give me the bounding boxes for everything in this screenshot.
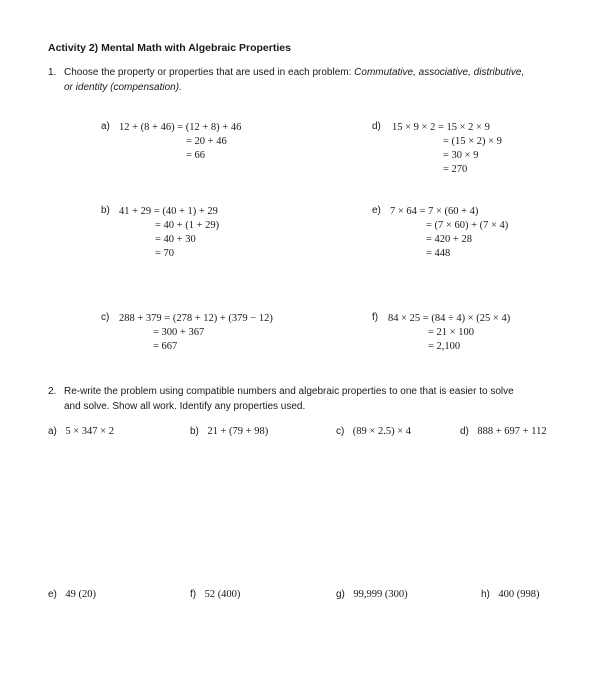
work-line: = 300 + 367 <box>153 327 205 338</box>
q2-item-h <box>481 584 539 602</box>
item-expression: 52 (400) <box>204 589 241 600</box>
work-line: 15 × 9 × 2 = 15 × 2 × 9 <box>392 122 490 133</box>
item-label: d) <box>460 426 469 437</box>
problem-a-label: a) <box>101 121 110 132</box>
work-line: = 66 <box>186 150 206 161</box>
q1-prompt-italic-1: Commutative, associative, distributive, <box>354 67 525 78</box>
work-line: 12 + (8 + 46) = (12 + 8) + 46 <box>119 122 242 133</box>
work-line: = 2,100 <box>428 341 461 352</box>
problem-a-work <box>119 121 241 163</box>
work-line: = 448 <box>426 248 451 259</box>
q2-item-e <box>48 584 96 602</box>
q2-item-c <box>336 421 411 439</box>
q2-item-a <box>48 421 114 439</box>
q1-prompt <box>64 65 524 95</box>
item-label: f) <box>190 589 197 600</box>
item-label: h) <box>481 589 490 600</box>
problem-b-label: b) <box>101 205 110 216</box>
problem-b-work <box>119 205 219 261</box>
work-line: = 30 × 9 <box>443 150 479 161</box>
work-line: = 270 <box>443 164 468 175</box>
q1-prompt-italic-2: or identity (compensation). <box>64 82 182 93</box>
q2-item-f <box>190 584 240 602</box>
item-expression: 21 + (79 + 98) <box>207 426 269 437</box>
work-line: = 667 <box>153 341 178 352</box>
q2-item-d <box>460 421 547 439</box>
work-line: = 20 + 46 <box>186 136 227 147</box>
q2-item-g <box>336 584 408 602</box>
item-expression: (89 × 2.5) × 4 <box>352 426 412 437</box>
work-line: = 21 × 100 <box>428 327 474 338</box>
q1-number: 1. <box>48 67 57 78</box>
q2-prompt-line-1: Re-write the problem using compatible numbers and algebraic properties to one that is easier to solve <box>64 386 514 397</box>
work-line: = (7 × 60) + (7 × 4) <box>426 220 509 231</box>
item-expression: 888 + 697 + 112 <box>477 426 547 437</box>
q2-prompt-line-2: and solve. Show all work. Identify any properties used. <box>64 401 306 412</box>
work-line: = 40 + 30 <box>155 234 196 245</box>
work-line: 288 + 379 = (278 + 12) + (379 − 12) <box>119 313 273 324</box>
work-line: = 420 + 28 <box>426 234 472 245</box>
item-expression: 99,999 (300) <box>353 589 408 600</box>
q2-item-b <box>190 421 268 439</box>
item-label: b) <box>190 426 199 437</box>
problem-d-label: d) <box>372 121 381 132</box>
work-line: 41 + 29 = (40 + 1) + 29 <box>119 206 218 217</box>
q2-number: 2. <box>48 386 57 397</box>
work-line: = (15 × 2) × 9 <box>443 136 502 147</box>
item-expression: 49 (20) <box>65 589 96 600</box>
page-title: Activity 2) Mental Math with Algebraic Properties <box>48 42 291 54</box>
item-label: e) <box>48 589 57 600</box>
q1-prompt-plain: Choose the property or properties that are used in each problem: <box>64 67 355 78</box>
q2-prompt <box>64 384 514 414</box>
work-line: 7 × 64 = 7 × (60 + 4) <box>390 206 479 217</box>
problem-e-label: e) <box>372 205 381 216</box>
problem-c-label: c) <box>101 312 110 323</box>
work-line: = 70 <box>155 248 175 259</box>
item-expression: 5 × 347 × 2 <box>65 426 114 437</box>
work-line: 84 × 25 = (84 ÷ 4) × (25 × 4) <box>388 313 511 324</box>
item-label: c) <box>336 426 345 437</box>
problem-e-work <box>390 205 508 261</box>
problem-f-work <box>388 312 510 354</box>
item-label: g) <box>336 589 345 600</box>
item-expression: 400 (998) <box>498 589 540 600</box>
work-line: = 40 + (1 + 29) <box>155 220 220 231</box>
problem-f-label: f) <box>372 312 379 323</box>
item-label: a) <box>48 426 57 437</box>
problem-c-work <box>119 312 273 354</box>
problem-d-work <box>392 121 502 177</box>
